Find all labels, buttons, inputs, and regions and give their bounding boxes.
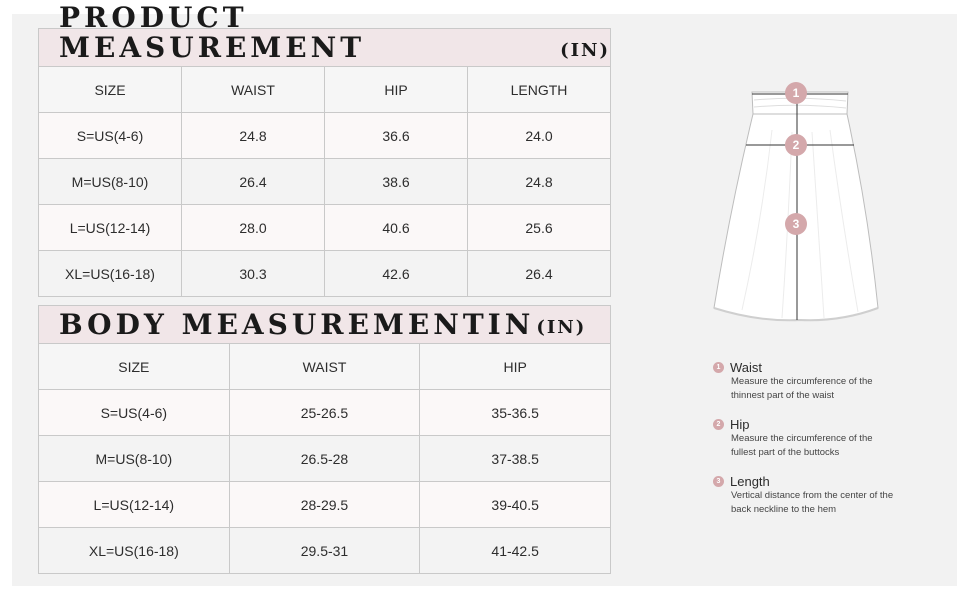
marker-hip: 2 <box>785 134 807 156</box>
size-cell: XL=US(16-18) <box>39 251 182 297</box>
legend-desc-line: Measure the circumference of the <box>731 433 873 444</box>
hip-cell: 37-38.5 <box>420 436 611 482</box>
legend-item-hip <box>713 417 933 460</box>
table-row <box>39 390 611 436</box>
body-measurement-title: BODY MEASUREMENTIN <box>59 308 535 341</box>
hip-cell: 35-36.5 <box>420 390 611 436</box>
legend-title: Waist <box>730 360 763 375</box>
body-measurement-title-bar <box>38 305 611 343</box>
size-cell: L=US(12-14) <box>39 205 182 251</box>
marker-waist: 1 <box>785 82 807 104</box>
product-measurement-unit: (IN) <box>560 40 610 61</box>
waist-cell: 29.5-31 <box>229 528 420 574</box>
legend-title: Length <box>730 474 770 489</box>
hip-cell: 41-42.5 <box>420 528 611 574</box>
table-row <box>39 528 611 574</box>
table-row <box>39 482 611 528</box>
legend-desc-line: back neckline to the hem <box>731 504 837 515</box>
skirt-diagram <box>700 70 900 340</box>
size-cell: S=US(4-6) <box>39 113 182 159</box>
waist-cell: 30.3 <box>182 251 325 297</box>
size-cell: M=US(8-10) <box>39 159 182 205</box>
waist-cell: 28.0 <box>182 205 325 251</box>
header-cell: WAIST <box>229 344 420 390</box>
length-cell: 25.6 <box>468 205 611 251</box>
length-cell: 24.0 <box>468 113 611 159</box>
size-cell: L=US(12-14) <box>39 482 230 528</box>
header-cell: WAIST <box>182 67 325 113</box>
waist-cell: 26.4 <box>182 159 325 205</box>
size-cell: XL=US(16-18) <box>39 528 230 574</box>
legend-description <box>713 489 913 517</box>
product-measurement-section <box>38 1 611 297</box>
table-row <box>39 251 611 297</box>
product-measurement-title: PRODUCT MEASUREMENT <box>59 1 366 64</box>
legend-description <box>713 432 913 460</box>
product-measurement-title-bar <box>38 1 611 66</box>
body-measurement-unit: (IN) <box>536 317 587 338</box>
legend-desc-line: Vertical distance from the center of the <box>731 490 894 501</box>
table-header-row <box>39 344 611 390</box>
hip-cell: 42.6 <box>325 251 468 297</box>
legend-number-badge: 1 <box>713 362 724 373</box>
header-cell: LENGTH <box>468 67 611 113</box>
hip-cell: 39-40.5 <box>420 482 611 528</box>
legend-number-badge: 3 <box>713 476 724 487</box>
size-cell: M=US(8-10) <box>39 436 230 482</box>
legend-description <box>713 375 913 403</box>
body-measurement-table <box>38 343 611 574</box>
hip-cell: 40.6 <box>325 205 468 251</box>
skirt-illustration <box>700 70 900 340</box>
waist-cell: 28-29.5 <box>229 482 420 528</box>
legend-number-badge: 2 <box>713 419 724 430</box>
waist-cell: 26.5-28 <box>229 436 420 482</box>
legend-desc-line: Measure the circumference of the <box>731 376 873 387</box>
header-cell: HIP <box>325 67 468 113</box>
legend-desc-line: thinnest part of the waist <box>731 390 834 401</box>
measurement-legend <box>713 360 933 531</box>
waist-cell: 24.8 <box>182 113 325 159</box>
hip-cell: 36.6 <box>325 113 468 159</box>
size-cell: S=US(4-6) <box>39 390 230 436</box>
table-header-row <box>39 67 611 113</box>
marker-length: 3 <box>785 213 807 235</box>
product-measurement-table <box>38 66 611 297</box>
table-row <box>39 159 611 205</box>
table-row <box>39 205 611 251</box>
legend-title: Hip <box>730 417 750 432</box>
table-row <box>39 113 611 159</box>
header-cell: SIZE <box>39 344 230 390</box>
length-cell: 26.4 <box>468 251 611 297</box>
legend-desc-line: fullest part of the buttocks <box>731 447 840 458</box>
waist-cell: 25-26.5 <box>229 390 420 436</box>
hip-cell: 38.6 <box>325 159 468 205</box>
legend-item-length <box>713 474 933 517</box>
table-row <box>39 436 611 482</box>
length-cell: 24.8 <box>468 159 611 205</box>
header-cell: SIZE <box>39 67 182 113</box>
header-cell: HIP <box>420 344 611 390</box>
legend-item-waist <box>713 360 933 403</box>
body-measurement-section <box>38 305 611 574</box>
